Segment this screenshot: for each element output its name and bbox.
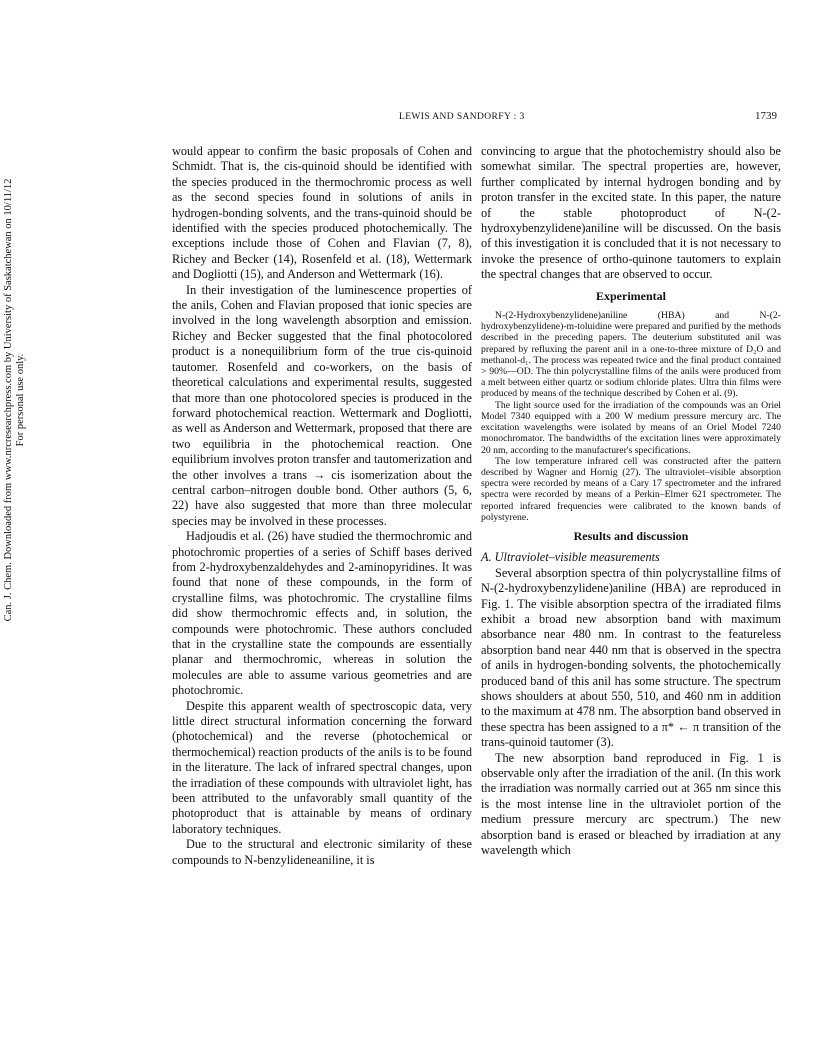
section-heading-experimental: Experimental	[596, 288, 666, 303]
section-heading-results: Results and discussion	[573, 528, 689, 543]
experimental-paragraph: The low temperature infrared cell was constructed after the pattern described by Wagner and Hornig (27). The ultraviolet–visible absorption spectra were recorded by means of a Cary 17 spectrometer and the infrared spectra were recorded by means of a Perkin–Elmer 621 spectrometer. The reported infrared frequencies were calibrated to the known bands of polystyrene.	[481, 455, 781, 523]
paragraph: Hadjoudis et al. (26) have studied the thermochromic and photochromic properties of a series of Schiff bases derived from 2-hydroxybenzaldehydes and 2-aminopyridines. It was found that none of these compounds, in the form of crystalline films, was photochromic. The crystalline films did show thermochromic effects and, in solution, the compounds were photochromic. These authors concluded that in the crystalline state the compounds are essentially planar and thermochromic, whereas in solution the molecules are able to assume various geometries and are photochromic.	[172, 529, 472, 698]
running-header	[0, 110, 815, 126]
watermark-line-2: For personal use only.	[15, 353, 26, 447]
watermark-text	[3, 140, 27, 660]
paragraph: would appear to confirm the basic proposals of Cohen and Schmidt. That is, the cis-quinoid should be identified with the species produced in the thermochromic process as well as the second species found in solutions of anils in hydrogen-bonding solvents, and the trans-quinoid should be identified with the species produced photochemically. The exceptions include those of Cohen and Flavian (7, 8), Richey and Becker (14), Rosenfeld et al. (18), Wettermark and Dogliotti (15), and Anderson and Wettermark (16).	[172, 144, 472, 282]
page-number: 1739	[755, 110, 777, 122]
paragraph: Several absorption spectra of thin polycrystalline films of N-(2-hydroxybenzylidene)aniline (HBA) are reproduced in Fig. 1. The visible absorption spectra of the irradiated films exhibit a broad new absorption band with maximum absorbance near 480 nm. In contrast to the featureless absorption band near 440 nm that is observed in the spectra of anils in hydrogen-bonding solvents, the photochemically produced band of this anil has some structure. The spectrum shows shoulders at about 550, 510, and 460 nm in addition to the maximum at 478 nm. The absorption band observed in these spectra has been assigned to a π* ← π transition of the trans-quinoid tautomer (3).	[481, 565, 781, 750]
experimental-paragraph: N-(2-Hydroxybenzylidene)aniline (HBA) and N-(2-hydroxybenzylidene)-m-toluidine were prepared and purified by the methods described in the preceding papers. The deuterium substituted anil was prepared by refluxing the parent anil in a one-to-three mixture of D₂O and methanol-d₁. The process was repeated twice and the final product contained > 90%—OD. The thin polycrystalline films of the anils were produced from a melt between either quartz or sodium chloride plates. Ultra thin films were produced by means of the technique described by Cohen et al. (9).	[481, 310, 781, 400]
right-column	[481, 144, 781, 858]
running-title: LEWIS AND SANDORFY : 3	[399, 112, 525, 122]
paragraph: The new absorption band reproduced in Fig. 1 is observable only after the irradiation of the anil. (In this work the irradiation was normally carried out at 365 nm since this is the most intense line in the ultraviolet portion of the medium pressure mercury arc spectrum.) The new absorption band is erased or bleached by irradiation at any wavelength which	[481, 750, 781, 858]
watermark-line-1: Can. J. Chem. Downloaded from www.nrcresearchpress.com by University of Saskatchewan on 10/11/12	[3, 178, 14, 622]
paragraph: Due to the structural and electronic similarity of these compounds to N-benzylideneaniline, it is	[172, 837, 472, 867]
experimental-paragraph: The light source used for the irradiation of the compounds was an Oriel Model 7340 equipped with a 200 W medium pressure mercury arc. The excitation wavelengths were isolated by means of an Oriel Model 7240 monochromator. The bandwidths of the excitation lines were approximately 20 nm, according to the manufacturer's specifications.	[481, 399, 781, 456]
paragraph: In their investigation of the luminescence properties of the anils, Cohen and Flavian proposed that ionic species are involved in the long wavelength absorption and emission. Richey and Becker suggested that the final photocolored product is a nonequilibrium form of the true cis-quinoid tautomer. Rosenfeld and co-workers, on the basis of theoretical calculations and experimental results, suggested that more than one photocolored species is produced in the forward photochemical reaction. Wettermark and Dogliotti, as well as Anderson and Wettermark, proposed that there are two equilibria in the photochemical reaction. One equilibrium involves proton transfer and tautomerization and the other involves a trans → cis isomerization about the central carbon–nitrogen double bond. Other authors (5, 6, 22) have also suggested that more than three molecular species may be involved in these processes.	[172, 282, 472, 528]
paragraph: Despite this apparent wealth of spectroscopic data, very little direct structural information concerning the forward (photochemical) and the reverse (photochemical or thermochemical) reaction products of the anils is to be found in the literature. The lack of infrared spectral changes, upon the irradiation of these compounds with ultraviolet light, has been attributed to the unfavorably small quantity of the photoproduct that is attainable by means of ordinary laboratory techniques.	[172, 698, 472, 836]
left-column	[172, 144, 472, 868]
paragraph: convincing to argue that the photochemistry should also be somewhat similar. The spectral properties are, however, further complicated by internal hydrogen bonding and by proton transfer in the excited state. In this paper, the nature of the stable photoproduct of N-(2-hydroxybenzylidene)aniline will be discussed. On the basis of this investigation it is concluded that it is not necessary to invoke the presence of ortho-quinone tautomers to explain the spectral changes that are observed to occur.	[481, 144, 781, 282]
subsection-heading: A. Ultraviolet–visible measurements	[481, 550, 660, 565]
download-watermark	[0, 120, 30, 680]
